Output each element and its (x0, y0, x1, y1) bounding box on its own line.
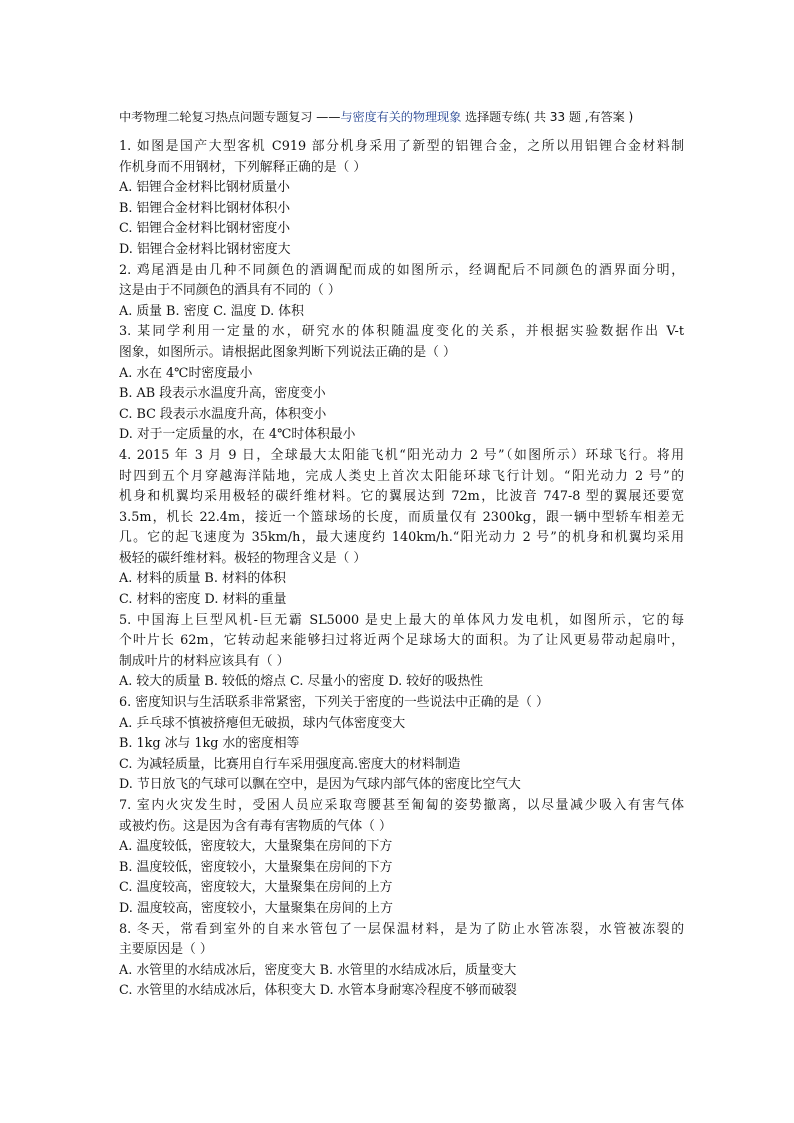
text-line: 3. 某同学利用一定量的水，研究水的体积随温度变化的关系，并根据实验数据作出 V-t (119, 324, 684, 340)
text-line: A. 乒乓球不慎被挤瘪但无破损，球内气体密度变大 (119, 715, 406, 731)
text-line: D. 节日放飞的气球可以飘在空中，是因为气球内部气体的密度比空气大 (119, 777, 521, 793)
text-line: C. 温度较高，密度较大，大量聚集在房间的上方 (119, 880, 393, 896)
text-line: B. 1kg 冰与 1kg 水的密度相等 (119, 736, 300, 752)
text-line: B. 铝锂合金材料比钢材体积小 (119, 200, 291, 216)
text-line: C. 水管里的水结成冰后，体积变大 D. 水管本身耐寒冷程度不够而破裂 (119, 983, 517, 999)
text-line: A. 水在 4℃时密度最小 (119, 365, 253, 381)
text-line: C. 为减轻质量，比赛用自行车采用强度高.密度大的材料制造 (119, 756, 461, 772)
title-suffix: 选择题专练( 共 33 题 ,有答案 ) (461, 110, 634, 124)
text-line: A. 材料的质量 B. 材料的体积 (119, 571, 286, 587)
text-line: 3.5m，机长 22.4m，接近一个篮球场的长度，而质量仅有 2300kg，跟一辆中型轿车相差无 (119, 509, 684, 525)
question-list (119, 137, 684, 1002)
text-line: 2. 鸡尾酒是由几种不同颜色的酒调配而成的如图所示，经调配后不同颜色的酒界面分明， (119, 262, 684, 278)
text-line: B. AB 段表示水温度升高，密度变小 (119, 386, 326, 402)
text-line: 6. 密度知识与生活联系非常紧密，下列关于密度的一些说法中正确的是（ ） (119, 695, 549, 711)
document-title (119, 108, 719, 125)
text-line: D. 温度较高，密度较小，大量聚集在房间的上方 (119, 900, 393, 916)
text-line: C. 材料的密度 D. 材料的重量 (119, 592, 287, 608)
text-line: 个叶片长 62m，它转动起来能够扫过将近两个足球场大的面积。为了让风更易带动起扇叶， (119, 633, 684, 649)
title-prefix: 中考物理二轮复习热点问题专题复习 —— (119, 110, 341, 124)
text-line: 极轻的碳纤维材料。极轻的物理含义是（ ） (119, 550, 367, 566)
text-line: 制成叶片的材料应该具有（ ） (119, 653, 290, 669)
title-highlight: 与密度有关的物理现象 (340, 110, 462, 124)
text-line: 作机身而不用钢材，下列解释正确的是（ ） (119, 159, 367, 175)
text-line: A. 水管里的水结成冰后，密度变大 B. 水管里的水结成冰后，质量变大 (119, 962, 517, 978)
text-line: C. 铝锂合金材料比钢材密度小 (119, 221, 291, 237)
text-line: 机身和机翼均采用极轻的碳纤维材料。它的翼展达到 72m，比波音 747-8 型的翼展还要宽 (119, 489, 684, 505)
text-line: D. 对于一定质量的水，在 4℃时体积最小 (119, 427, 356, 443)
text-line: 几。它的起飞速度为 35km/h，最大速度约 140km/h.“阳光动力 2 号”的机身和机翼均采用 (119, 530, 684, 546)
text-line: D. 铝锂合金材料比钢材密度大 (119, 241, 291, 257)
text-line: A. 质量 B. 密度 C. 温度 D. 体积 (119, 303, 304, 319)
text-line: 图象，如图所示。请根据此图象判断下列说法正确的是（ ） (119, 344, 456, 360)
text-line: B. 温度较低，密度较小，大量聚集在房间的下方 (119, 859, 393, 875)
text-line: 7. 室内火灾发生时，受困人员应采取弯腰甚至匍匐的姿势撤离，以尽量减少吸入有害气体 (119, 798, 684, 813)
text-line: A. 铝锂合金材料比钢材质量小 (119, 180, 290, 196)
text-line: 时四到五个月穿越海洋陆地，完成人类史上首次太阳能环球飞行计划。“阳光动力 2 号”的 (119, 468, 684, 484)
text-line: 主要原因是（ ） (119, 942, 213, 958)
text-line: 或被灼伤。这是因为含有毒有害物质的气体（ ） (119, 818, 392, 834)
text-line: 这是由于不同颜色的酒具有不同的（ ） (119, 283, 341, 299)
text-line: C. BC 段表示水温度升高，体积变小 (119, 406, 327, 422)
text-line: A. 温度较低，密度较大，大量聚集在房间的下方 (119, 839, 393, 855)
text-line: 1. 如图是国产大型客机 C919 部分机身采用了新型的铝锂合金，之所以用铝锂合金材料制 (119, 139, 684, 154)
text-line: 8. 冬天，常看到室外的自来水管包了一层保温材料，是为了防止水管冻裂，水管被冻裂的 (119, 921, 684, 937)
text-line: 4. 2015 年 3 月 9 日，全球最大太阳能飞机“阳光动力 2 号”（如图所示）环球飞行。将用 (119, 447, 684, 463)
text-line: 5. 中国海上巨型风机-巨无霸 SL5000 是史上最大的单体风力发电机，如图所示，它的每 (119, 612, 684, 628)
text-line: A. 较大的质量 B. 较低的熔点 C. 尽量小的密度 D. 较好的吸热性 (119, 674, 484, 690)
